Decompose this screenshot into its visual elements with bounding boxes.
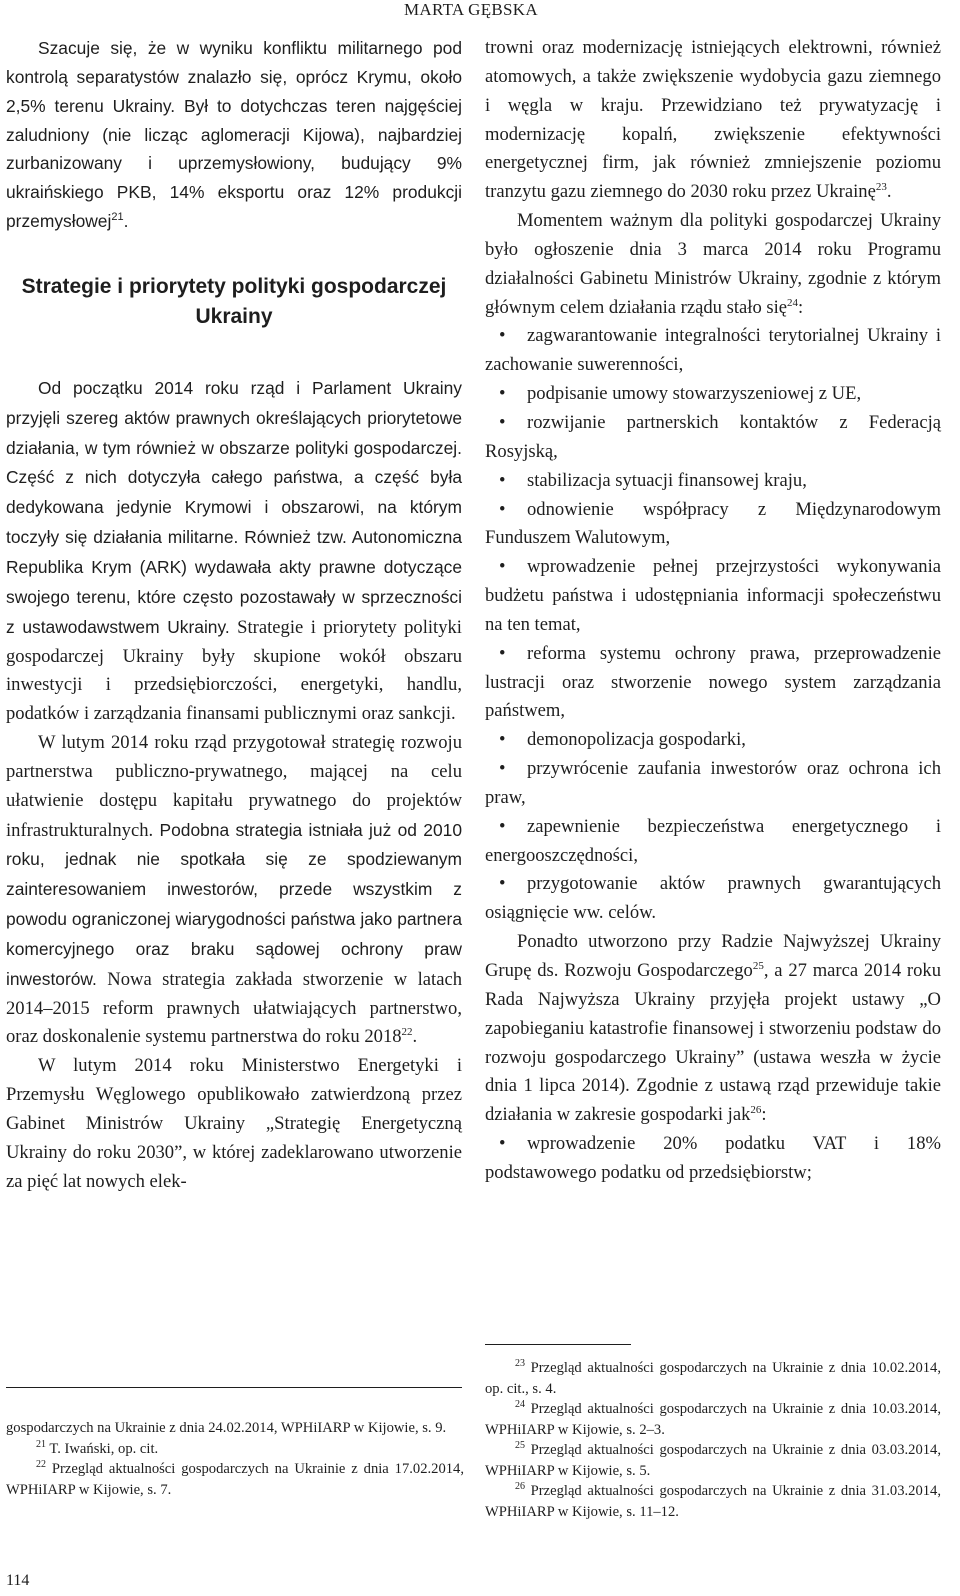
footnote-text: Przegląd aktualności gospodarczych na Ukrainie z dnia 31.03.2014, WPHiIARP w Kijowie, s. 11–12. [485,1483,941,1520]
footnote-ref[interactable]: 23 [875,181,887,194]
measures-list [485,1130,941,1188]
footnote-ref[interactable]: 22 [401,1026,413,1039]
punctuation: : [798,296,804,318]
footnote-separator [485,1344,631,1345]
paragraph-text: Strategie i priorytety polityki gospodarczej Ukrainy były skupione wokół obszaru inwestycji i przedsiębiorczości, energetyki, handlu, podatków i zarządzania finansami publicznymi oraz sankcji. [6,616,462,725]
list-item-text: wprowadzenie pełnej przejrzystości wykonywania budżetu państwa i udostępniania informacji społeczeństwu na ten temat, [485,556,941,635]
list-item-text: stabilizacja sytuacji finansowej kraju, [527,469,807,491]
footnote-text: Przegląd aktualności gospodarczych na Ukrainie z dnia 10.02.2014, op. cit., s. 4. [485,1360,941,1397]
paragraph [6,729,462,1052]
bullet-icon: • [499,642,506,664]
bullet-icon: • [499,556,506,578]
footnotes-left [6,1418,464,1500]
footnote-number: 22 [36,1459,46,1471]
paragraph [485,34,941,207]
list-item [485,1130,941,1188]
list-item-text: zagwarantowanie integralności terytorialnej Ukrainy i zachowanie suwerenności, [485,325,941,376]
bullet-icon: • [499,498,506,520]
list-item [485,726,941,755]
list-item [485,813,941,871]
list-item [485,409,941,467]
footnote-26 [485,1481,941,1522]
footnote-text: Przegląd aktualności gospodarczych na Ukrainie z dnia 10.03.2014, WPHiIARP w Kijowie, s. 2–3. [485,1401,941,1438]
paragraph-text: Od początku 2014 roku rząd i Parlament Ukrainy przyjęli szereg aktów prawnych określających priorytetowe działania, w tym również w obszarze polityki gospodarczej. Część z nich dotyczyła całego państwa, a część była dedykowana jedynie Krymowi i obszarowi, na którym toczyły się działania militarne. Również tzw. Autonomiczna Republika Krym (ARK) wydawała akty prawne dotyczące swojego terenu, które często pozostawały w sprzeczności z ustawodawstwem Ukrainy. [6,377,462,637]
footnote-24 [485,1399,941,1440]
paragraph [6,34,462,236]
paragraph-text: W lutym 2014 roku rząd przygotował strategię rozwoju partnerstwa publiczno-prywatnego, mającej na celu ułatwienie dostępu kapitału prywatnego do projektów infrastrukturalnych. [6,732,462,841]
footnote-text: T. Iwański, op. cit. [49,1440,159,1457]
paragraph-text: Nowa strategia zakłada stworzenie w latach 2014–2015 reform prawnych ułatwiających partnerstwo, oraz doskonalenie systemu partnerstwa do roku 2018 [6,968,462,1048]
bullet-icon: • [499,469,506,491]
bullet-icon: • [499,873,506,895]
bullet-icon: • [499,325,506,347]
list-item [485,640,941,727]
bullet-icon: • [499,815,506,837]
footnotes-right [485,1358,941,1522]
list-item [485,553,941,640]
bullet-icon: • [499,383,506,405]
footnote-25 [485,1440,941,1481]
footnote-ref[interactable]: 24 [787,296,799,309]
list-item-text: podpisanie umowy stowarzyszeniowej z UE, [527,383,862,405]
paragraph-text: Momentem ważnym dla polityki gospodarczej Ukrainy było ogłoszenie dnia 3 marca 2014 roku Programu działalności Gabinetu Ministrów Ukrainy, zgodnie z którym głównym celem działania rządu stało się [485,210,941,318]
footnote-number: 24 [515,1399,525,1411]
paragraph-text: trowni oraz modernizację istniejących elektrowni, również atomowych, a także zwiększenie wydobycia gazu ziemnego i węgla w kraju. Przewidziano też prywatyzację i modernizację kopalń, zwiększenie efektywności energetycznej firm, jak również zmniejszenie poziomu tranzytu gazu ziemnego do 2030 roku przez Ukrainę [485,37,941,203]
list-item-text: wprowadzenie 20% podatku VAT i 18% podstawowego podatku od przedsiębiorstw; [485,1133,941,1183]
bullet-icon: • [499,729,506,751]
footnote-ref[interactable]: 25 [752,959,764,972]
paragraph: W lutym 2014 roku Ministerstwo Energetyki i Przemysłu Węglowego opublikowało zatwierdzoną przez Gabinet Ministrów Ukrainy „Strategię Energetyczną Ukrainy do roku 2030”, w której zadeklarowano utworzenie za pięć lat nowych elek- [6,1055,462,1192]
footnote-number: 23 [515,1358,525,1370]
bullet-icon: • [499,1133,506,1155]
page-number: 114 [6,1572,30,1589]
paragraph [485,207,941,322]
footnote-text: Przegląd aktualności gospodarczych na Ukrainie z dnia 17.02.2014, WPHiIARP w Kijowie, s. 7. [6,1461,464,1498]
footnote-number: 26 [515,1481,525,1493]
bullet-icon: • [499,758,506,780]
paragraph-text: Podobna strategia istniała już od 2010 roku, jednak nie spotkała się ze spodziewanym zainteresowaniem inwestorów, przede wszystkim z powodu ograniczonej wiarygodności państwa jako partnera komercyjnego oraz braku sądowej ochrony praw inwestorów. [6,819,462,989]
paragraph-text: , a 27 marca 2014 roku Rada Najwyższa Ukrainy przyjęła projekt ustawy „O zapobieganiu katastrofie finansowej i stworzeniu podstaw do rozwoju gospodarczego Ukrainy” (ustawa weszła w życie dnia 1 lipca 2014). Zgodnie z ustawą rząd przewiduje takie działania w zakresie gospodarki jak [485,960,941,1126]
paragraph [6,374,462,729]
section-heading: Strategie i priorytety polityki gospodarczej Ukrainy [21,274,447,328]
list-item-text: rozwijanie partnerskich kontaktów z Federacją Rosyjską, [485,411,941,462]
right-column [485,34,941,1188]
list-item [485,322,941,380]
paragraph [485,928,941,1130]
list-item [485,496,941,554]
punctuation: : [761,1104,767,1126]
list-item [485,467,941,496]
list-item [485,380,941,409]
punctuation: . [123,211,129,232]
list-item [485,870,941,928]
footnote-separator [6,1387,462,1388]
footnote-text: Przegląd aktualności gospodarczych na Ukrainie z dnia 03.03.2014, WPHiIARP w Kijowie, s. 5. [485,1442,941,1479]
list-item-text: reforma systemu ochrony prawa, przeprowadzenie lustracji oraz stworzenie nowego system zarządzania państwem, [485,642,941,722]
bullet-icon: • [499,411,506,433]
goals-list [485,322,941,928]
footnote-continuation: gospodarczych na Ukrainie z dnia 24.02.2014, WPHiIARP w Kijowie, s. 9. [6,1420,447,1436]
footnote-ref[interactable]: 26 [750,1104,762,1117]
list-item-text: zapewnienie bezpieczeństwa energetycznego i energooszczędności, [485,815,941,866]
left-column [6,34,462,1197]
punctuation: . [886,181,892,203]
running-header-author: MARTA GĘBSKA [404,0,538,19]
list-item-text: demonopolizacja gospodarki, [527,729,746,751]
list-item-text: przygotowanie aktów prawnych gwarantujących osiągnięcie ww. celów. [485,873,941,924]
paragraph-text: Ponadto utworzono przy Radzie Najwyższej Ukrainy Grupę ds. Rozwoju Gospodarczego [485,931,941,981]
list-item [485,755,941,813]
paragraph-text: Szacuje się, że w wyniku konfliktu militarnego pod kontrolą separatystów znalazło się, oprócz Krymu, około 2,5% terenu Ukrainy. Był to dotychczas teren najgęściej zaludniony (nie licząc aglomeracji Kijowa), najbardziej zurbanizowany i uprzemysłowiony, budujący 9% ukraińskiego PKB, 14% eksportu oraz 12% produkcji przemysłowej [6,38,462,232]
list-item-text: odnowienie współpracy z Międzynarodowym Funduszem Walutowym, [485,498,941,549]
footnote-21 [6,1439,464,1460]
list-item-text: przywrócenie zaufania inwestorów oraz ochrona ich praw, [485,758,941,808]
footnote-23 [485,1358,941,1399]
footnote-number: 21 [36,1438,46,1450]
footnote-number: 25 [515,1440,525,1452]
footnote-ref[interactable]: 21 [111,211,124,224]
footnote-22 [6,1459,464,1500]
punctuation: . [412,1026,418,1048]
